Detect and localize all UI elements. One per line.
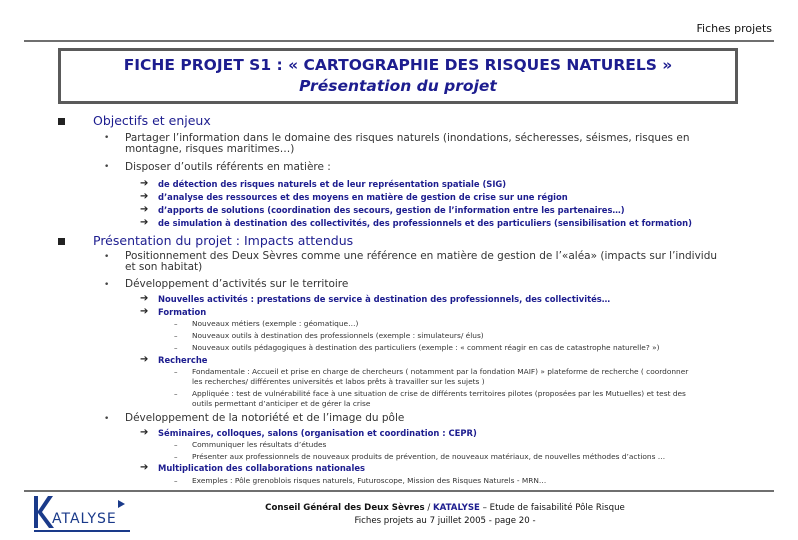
section1-arrow-item: d’apports de solutions (coordination des secours, gestion de l’information entre les partenaires…) — [158, 205, 625, 215]
bullet-dot-icon: • — [104, 162, 110, 172]
section2-arrow-nouvelles: Nouvelles activités : prestations de service à destination des professionnels, des collectivités… — [158, 294, 611, 304]
dash-bullet-icon: – — [174, 390, 178, 398]
dash-bullet-icon: – — [174, 344, 178, 352]
footer-rule — [24, 490, 774, 492]
section2-arrow-formation: Formation — [158, 307, 207, 317]
arrow-right-icon: ➔ — [140, 293, 149, 304]
formation-item: Nouveaux outils à destination des professionnels (exemple : simulateurs/ élus) — [192, 331, 484, 340]
page-subtitle: Présentation du projet — [299, 77, 497, 95]
footer-line2: Fiches projets au 7 juillet 2005 - page 20 - — [354, 516, 536, 526]
header-label: Fiches projets — [696, 22, 772, 35]
dash-bullet-icon: – — [174, 441, 178, 449]
recherche-item2-line1: Appliquée : test de vulnérabilité face à une situation de crise de différents territoires pilotes (proposées par les Mutuelles) et test des — [192, 389, 686, 398]
square-bullet-icon — [58, 118, 65, 125]
footer-line1 — [200, 503, 690, 513]
arrow-right-icon: ➔ — [140, 191, 149, 202]
bullet-dot-icon: • — [104, 280, 110, 290]
arrow-right-icon: ➔ — [140, 306, 149, 317]
arrow-right-icon: ➔ — [140, 204, 149, 215]
footer-org: Conseil Général des Deux Sèvres — [265, 503, 425, 513]
dash-bullet-icon: – — [174, 453, 178, 461]
section2-arrow-collaborations: Multiplication des collaborations nationales — [158, 463, 365, 473]
section1-bullet1-line1: Partager l’information dans le domaine des risques naturels (inondations, sécheresses, séismes, risques en — [125, 132, 690, 144]
recherche-item2-line2: outils permettant d’anticiper et de gérer la crise — [192, 399, 371, 408]
section2-arrow-seminaires: Séminaires, colloques, salons (organisation et coordination : CEPR) — [158, 428, 477, 438]
dash-bullet-icon: – — [174, 332, 178, 340]
section2-heading: Présentation du projet : Impacts attendus — [93, 233, 354, 248]
dash-bullet-icon: – — [174, 477, 178, 485]
section1-bullet1-line2: montagne, risques maritimes…) — [125, 143, 295, 155]
recherche-item1-line1: Fondamentale : Accueil et prise en charge de chercheurs ( notamment par la fondation MAIF) » plateforme de recherche ( coordonner — [192, 367, 689, 376]
section1-arrow-item: d’analyse des ressources et des moyens en matière de gestion de crise sur une région — [158, 192, 568, 202]
seminaires-item: Communiquer les résultats d’études — [192, 440, 327, 449]
footer-brand: KATALYSE — [432, 503, 480, 513]
section1-arrow-item: de détection des risques naturels et de leur représentation spatiale (SIG) — [158, 179, 507, 189]
section2-bullet1-line2: et son habitat) — [125, 261, 203, 273]
section1-arrow-item: de simulation à destination des collectivités, des professionnels et des particuliers (sensibilisation et formation) — [158, 218, 692, 228]
dash-bullet-icon: – — [174, 320, 178, 328]
footer-rest: – Etude de faisabilité Pôle Risque — [479, 503, 625, 513]
collab-item: Exemples : Pôle grenoblois risques naturels, Futuroscope, Mission des Risques Naturels - MRN… — [192, 476, 547, 485]
logo-text: ATALYSE — [52, 511, 117, 527]
katalyse-logo — [30, 492, 134, 534]
seminaires-item: Présenter aux professionnels de nouveaux produits de prévention, de nouveaux matériaux, de nouvelles méthodes d’actions … — [192, 452, 666, 461]
arrow-right-icon: ➔ — [140, 354, 149, 365]
bullet-dot-icon: • — [104, 414, 110, 424]
bullet-dot-icon: • — [104, 133, 110, 143]
square-bullet-icon — [58, 238, 65, 245]
arrow-right-icon: ➔ — [140, 217, 149, 228]
formation-item: Nouveaux outils pédagogiques à destination des particuliers (exemple : « comment réagir en cas de catastrophe naturelle? ») — [192, 343, 660, 352]
formation-item: Nouveaux métiers (exemple : géomatique…) — [192, 319, 359, 328]
section2-bullet3: Développement de la notoriété et de l’image du pôle — [125, 412, 405, 424]
section2-arrow-recherche: Recherche — [158, 355, 208, 365]
dash-bullet-icon: – — [174, 368, 178, 376]
recherche-item1-line2: les recherches/ différentes universités et labos prêts à travailler sur les sujets ) — [192, 377, 485, 386]
arrow-right-icon: ➔ — [140, 178, 149, 189]
arrow-right-icon: ➔ — [140, 427, 149, 438]
title-box — [58, 48, 738, 104]
header-rule — [24, 40, 774, 42]
section2-bullet2: Développement d’activités sur le territoire — [125, 278, 349, 290]
section2-bullet1-line1: Positionnement des Deux Sèvres comme une référence en matière de gestion de l’«aléa» (impacts sur l’individu — [125, 250, 718, 262]
section1-bullet2: Disposer d’outils référents en matière : — [125, 161, 331, 173]
bullet-dot-icon: • — [104, 252, 110, 262]
page-title: FICHE PROJET S1 : « CARTOGRAPHIE DES RISQUES NATURELS » — [123, 56, 673, 74]
arrow-right-icon: ➔ — [140, 462, 149, 473]
section1-heading: Objectifs et enjeux — [93, 113, 211, 128]
footer-sep: / — [424, 503, 433, 513]
